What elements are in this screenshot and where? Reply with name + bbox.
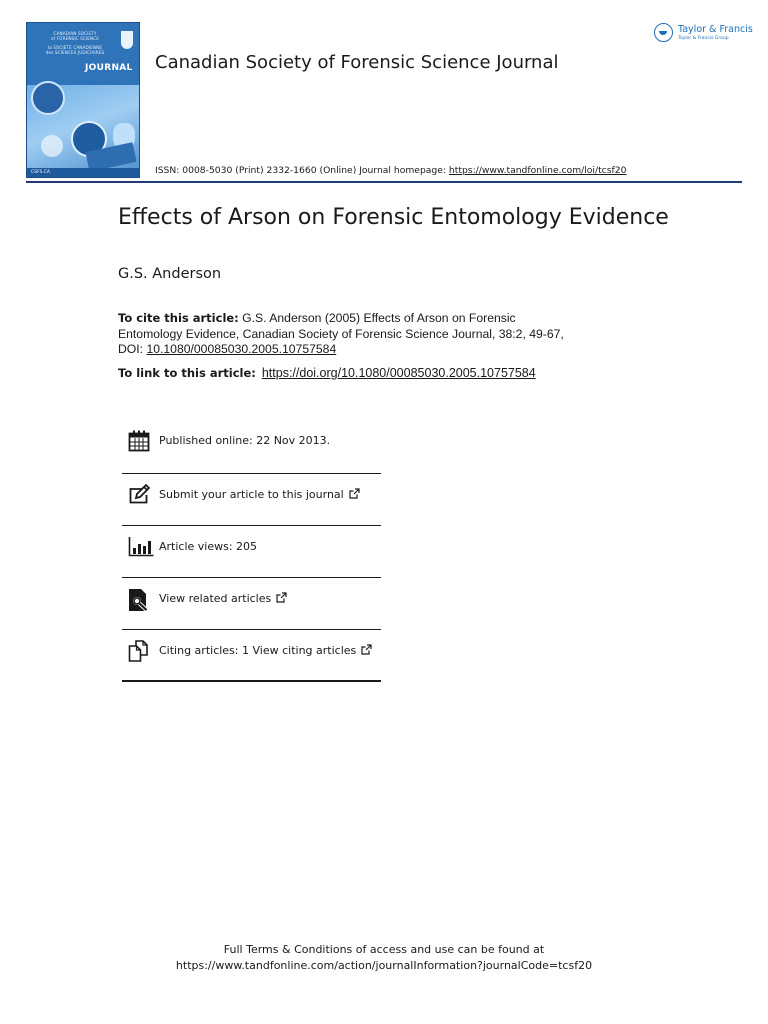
journal-name: Canadian Society of Forensic Science Journal [155,52,559,73]
edit-icon [128,484,150,506]
article-info-box [122,420,381,682]
publisher-logo[interactable] [654,22,753,46]
published-row [122,420,381,474]
article-title: Effects of Arson on Forensic Entomology Evidence [118,205,669,230]
article-link-label: To link to this article: [118,366,256,380]
citation-doi-link[interactable]: 10.1080/00085030.2005.10757584 [146,342,337,356]
citation-text: G.S. Anderson (2005) Effects of Arson on Forensic Entomology Evidence, Canadian Society of Forensic Science Journal, 38:2, 49-67, DOI: [118,311,564,356]
citing-articles-label: Citing articles: 1 View citing articles [159,644,357,657]
cover-journal-word: JOURNAL [85,63,133,73]
terms-footer-text: Full Terms & Conditions of access and use can be found at [223,943,545,956]
related-articles-link[interactable] [159,592,287,605]
submit-article-row[interactable] [122,474,381,526]
article-doi-link[interactable]: https://doi.org/10.1080/00085030.2005.10757584 [261,366,536,380]
cover-society-line: des SCIENCES JUDICIAIRES [45,50,105,55]
external-link-icon [349,488,360,499]
calendar-icon [128,430,150,452]
submit-article-link[interactable] [159,488,360,501]
bar-chart-icon [128,536,154,558]
terms-footer-link[interactable]: https://www.tandfonline.com/action/journalInformation?journalCode=tcsf20 [175,958,593,972]
cover-footer-text: CSFS.CA [31,170,51,175]
published-date-text: Published online: 22 Nov 2013. [159,434,331,447]
issn-line [155,165,626,176]
journal-homepage-link[interactable]: https://www.tandfonline.com/loi/tcsf20 [448,165,627,176]
cover-crest-icon [121,31,133,49]
cover-society-line: la SOCIÉTÉ CANADIENNE [47,45,103,50]
terms-footer [0,942,768,973]
external-link-icon [361,644,372,655]
publisher-name: Taylor & Francis [678,24,753,35]
citing-documents-icon [128,640,152,662]
cover-artwork-shape [41,135,63,157]
journal-cover-image [26,22,140,178]
cover-society-line: of FORENSIC SCIENCE [51,36,99,41]
citing-articles-link[interactable] [159,644,372,657]
article-author: G.S. Anderson [118,266,222,282]
article-link-line [118,366,536,380]
article-views-text: Article views: 205 [159,540,258,553]
external-link-icon [276,592,287,603]
publisher-group: Taylor & Francis Group [678,36,729,41]
header-divider [26,181,742,183]
cover-society-line: CANADIAN SOCIETY [53,31,97,36]
citing-articles-row[interactable] [122,630,381,682]
citation-label: To cite this article: [118,311,239,325]
submit-article-label: Submit your article to this journal [159,488,344,501]
taylor-francis-logo-icon [654,23,673,42]
search-document-icon [128,588,150,612]
related-articles-row[interactable] [122,578,381,630]
issn-text: ISSN: 0008-5030 (Print) 2332-1660 (Online) Journal homepage: [155,165,449,176]
cover-artwork-shape [31,81,65,115]
related-articles-label: View related articles [159,592,272,605]
citation-block [118,311,578,358]
article-views-row [122,526,381,578]
